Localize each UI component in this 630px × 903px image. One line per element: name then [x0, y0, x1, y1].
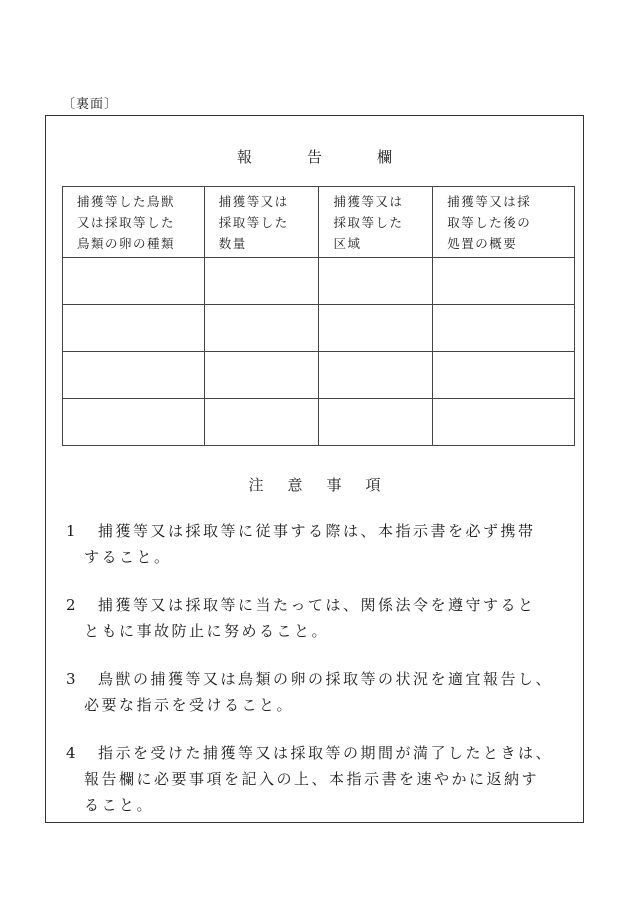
table-cell[interactable]	[204, 258, 319, 305]
table-row	[63, 305, 575, 352]
report-table-header-row	[63, 187, 575, 258]
note-line: 指示を受けた捕獲等又は採取等の期間が満了したときは、	[98, 744, 554, 762]
table-cell[interactable]	[204, 305, 319, 352]
report-table	[62, 186, 575, 446]
note-line: すること。	[84, 548, 172, 566]
note-line: 報告欄に必要事項を記入の上、本指示書を速やかに返納す	[84, 770, 540, 788]
table-cell[interactable]	[319, 352, 433, 399]
note-text	[84, 518, 576, 570]
document-frame	[45, 115, 584, 823]
note-line: 捕獲等又は採取等に当たっては、関係法令を遵守すると	[98, 596, 536, 614]
column-header-area: 捕獲等又は 採取等した 区域	[319, 187, 433, 258]
table-row	[63, 352, 575, 399]
table-cell[interactable]	[63, 258, 205, 305]
table-cell[interactable]	[63, 305, 205, 352]
table-cell[interactable]	[433, 399, 575, 446]
note-line: 鳥獣の捕獲等又は鳥類の卵の採取等の状況を適宜報告し、	[98, 670, 554, 688]
report-title-char: 欄	[377, 148, 393, 166]
table-cell[interactable]	[433, 258, 575, 305]
column-header-quantity: 捕獲等又は 採取等した 数量	[204, 187, 319, 258]
report-title-char: 告	[306, 148, 322, 166]
table-cell[interactable]	[63, 352, 205, 399]
note-text	[84, 666, 576, 718]
table-cell[interactable]	[433, 352, 575, 399]
table-cell[interactable]	[433, 305, 575, 352]
table-row	[63, 399, 575, 446]
note-item	[66, 740, 576, 818]
table-row	[63, 258, 575, 305]
note-text	[84, 592, 576, 644]
table-cell[interactable]	[204, 352, 319, 399]
notes-title-char: 注	[248, 476, 264, 494]
report-section-title	[46, 146, 583, 167]
table-cell[interactable]	[204, 399, 319, 446]
note-number: 3	[66, 670, 79, 688]
table-cell[interactable]	[63, 399, 205, 446]
notes-title-char: 項	[365, 476, 381, 494]
note-text	[84, 740, 576, 818]
table-cell[interactable]	[319, 399, 433, 446]
notes-list	[66, 518, 576, 840]
report-title-char: 報	[236, 148, 252, 166]
note-line: 必要な指示を受けること。	[84, 696, 295, 714]
reverse-side-label: 〔裏面〕	[62, 97, 119, 112]
note-line: ともに事故防止に努めること。	[84, 622, 330, 640]
note-item	[66, 518, 576, 570]
note-number: 2	[66, 596, 79, 614]
column-header-species: 捕獲等した鳥獣 又は採取等した 鳥類の卵の種類	[63, 187, 205, 258]
note-item	[66, 666, 576, 718]
note-line: 捕獲等又は採取等に従事する際は、本指示書を必ず携帯	[98, 522, 536, 540]
note-number: 4	[66, 744, 79, 762]
note-number: 1	[66, 522, 79, 540]
notes-title-char: 事	[326, 476, 342, 494]
note-line: ること。	[84, 796, 155, 814]
table-cell[interactable]	[319, 305, 433, 352]
notes-section-title	[46, 474, 583, 495]
table-cell[interactable]	[319, 258, 433, 305]
notes-title-char: 意	[287, 476, 303, 494]
note-item	[66, 592, 576, 644]
column-header-disposition: 捕獲等又は採 取等した後の 処置の概要	[433, 187, 575, 258]
